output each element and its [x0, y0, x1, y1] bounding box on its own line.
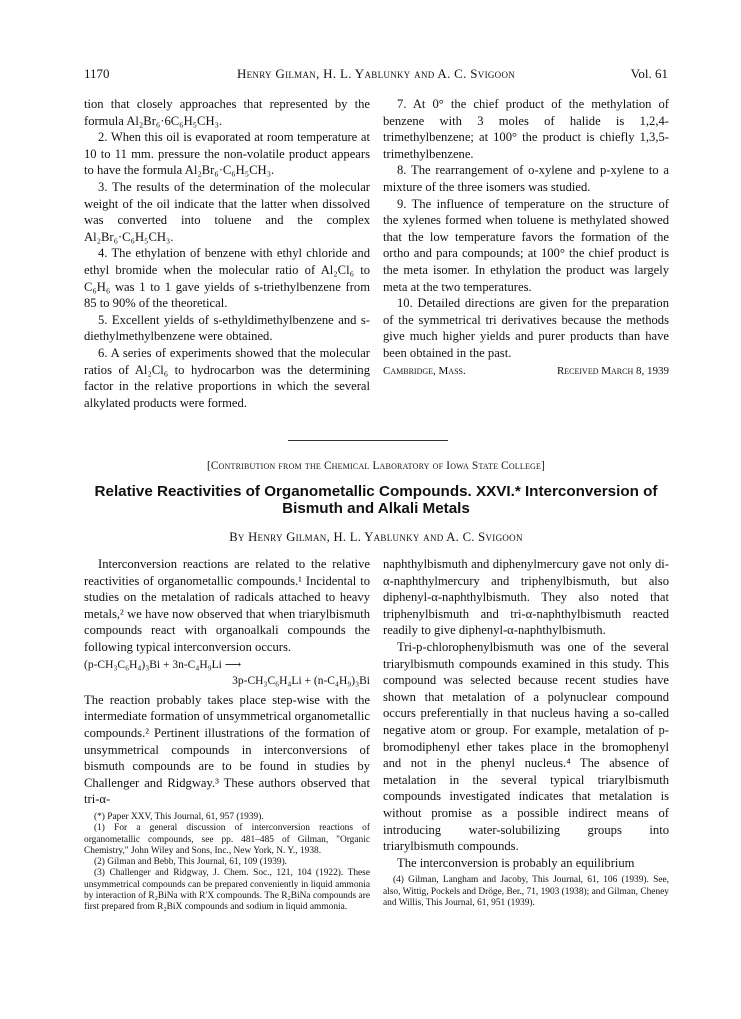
dateline: [383, 363, 669, 380]
place-label: Cambridge, Mass.: [383, 364, 466, 377]
page-number: 1170: [84, 66, 110, 81]
summary-paragraph: 10. Detailed directions are given for the preparation of the symmetrical tri derivatives because the methods give much higher yields and purer products than have been obtained in the past.: [383, 296, 669, 360]
summary-paragraph: 2. When this oil is evaporated at room temperature at 10 to 11 mm. pressure the non-volatile product appears to have the formula Al₂Br₆·C₆H₅CH₃.: [84, 130, 370, 178]
summary-paragraph: 9. The influence of temperature on the structure of the xylenes formed when toluene is methylated showed that the low temperature favors the formation of the ortho and para compounds; at 100° the chief product is the meta isomer. In ethylation the product was largely meta at the two temperatures.: [383, 196, 669, 294]
footnote: (4) Gilman, Langham and Jacoby, This Journal, 61, 106 (1939). See, also, Wittig, Pockels and Dröge, Ber., 71, 1903 (1938); and Gilman, Cheney and Willis, This Journal, 61, 951 (1939).: [383, 875, 669, 908]
article-title: Relative Reactivities of Organometallic Compounds. XXVI.* Interconversion of Bismuth and Alkali Metals: [94, 483, 658, 517]
footnote: (1) For a general discussion of interconversion reactions of organometallic compounds, see pp. 481–485 of Gilman, "Organic Chemistry," John Wiley and Sons, Inc., New York, N. Y., 1938.: [84, 823, 370, 856]
summary-left-column: [84, 96, 370, 411]
contribution-line: [Contribution from the Chemical Laboratory of Iowa State College]: [206, 460, 546, 472]
summary-paragraph: 6. A series of experiments showed that the molecular ratios of Al₂Cl₆ to hydrocarbon was the determining factor in the relative proportions in which the several alkylated products were formed.: [84, 345, 370, 410]
equation-line-2: 3p-CH₃C₆H₄Li + (n-C₄H₉)₃Bi: [232, 675, 370, 688]
summary-paragraph: 7. At 0° the chief product of the methylation of benzene with 3 moles of halide is 1,2,4-trimethylbenzene; at 100° the product is chiefly 1,3,5-trimethylbenzene.: [383, 97, 669, 161]
author-byline: By Henry Gilman, H. L. Yablunky and A. C. Svigoon: [229, 530, 523, 544]
footnotes-right: [383, 875, 669, 909]
body-right-column: [383, 556, 669, 909]
body-paragraph: Tri-p-chlorophenylbismuth was one of the several triarylbismuth compounds examined in this study. This compound was selected because recent studies have shown that metalation of a polynuclear compound occurs preferentially in that nucleus having a so-called negative atom or group. For example, metalation of p-bromodiphenyl ether takes place in the bromophenyl and not in the phenyl nucleus.⁴ The absence of metalation in the several typical triarylbismuth compounds investigated indicates that metalation is without promise as a possible indirect means of introducing water-solubilizing groups into triarylbismuth compounds.: [383, 639, 669, 854]
body-paragraph: Interconversion reactions are related to the relative reactivities of organometallic compounds.¹ Incidental to studies on the metalation of radicals attached to heavy metals,² we have now observed that when triarylbismuth compounds react with organoalkali compounds the following typical interconversion occurs.: [84, 557, 370, 654]
body-paragraph: naphthylbismuth and diphenylmercury gave not only di-α-naphthylmercury and triphenylbismuth, but also diphenyl-α-naphthylbismuth. They also noted that triphenylbismuth and tri-α-naphthylbismuth reacted readily to give diphenyl-α-naphthylbismuth.: [383, 557, 669, 638]
footnote: (*) Paper XXV, This Journal, 61, 957 (1939).: [94, 811, 264, 822]
running-header: [84, 66, 668, 84]
footnote: (3) Challenger and Ridgway, J. Chem. Soc., 121, 104 (1922). These unsymmetrical compounds can be prepared conveniently in liquid ammonia by interaction of R₂BiNa with R′X compounds. The R₂BiNa compounds are first prepared from R₂BiX compounds and sodium in liquid ammonia.: [84, 868, 370, 913]
body-left-column: [84, 556, 370, 914]
summary-paragraph: tion that closely approaches that represented by the formula Al₂Br₆·6C₆H₅CH₃.: [84, 97, 370, 128]
footnote: (2) Gilman and Bebb, This Journal, 61, 109 (1939).: [94, 857, 288, 868]
body-paragraph: The reaction probably takes place step-wise with the intermediate formation of unsymmetrical organometallic compounds.² Pertinent illustrations of the formation of unsymmetrical compounds in interconversions of bismuth compounds are to be found in studies by Challenger and Ridgway.³ These authors observed that tri-α-: [84, 692, 370, 807]
summary-right-column: [383, 96, 669, 379]
section-divider: [288, 440, 448, 441]
summary-paragraph: 4. The ethylation of benzene with ethyl chloride and ethyl bromide when the molecular ratio of Al₂Cl₆ to C₆H₆ was 1 to 1 gave yields of s-triethylbenzene from 85 to 90% of the theoretical.: [84, 246, 370, 311]
equation-line-1: (p-CH₃C₆H₄)₃Bi + 3n-C₄H₉Li ⟶: [84, 658, 242, 671]
footnotes-left: [84, 812, 370, 914]
received-date: Received March 8, 1939: [556, 364, 669, 377]
summary-paragraph: 3. The results of the determination of the molecular weight of the oil indicate that the latter when dissolved was converted into toluene and the complex Al₂Br₆·C₆H₅CH₃.: [84, 179, 370, 244]
summary-paragraph: 8. The rearrangement of o-xylene and p-xylene to a mixture of the three isomers was studied.: [383, 163, 669, 194]
running-title: Henry Gilman, H. L. Yablunky and A. C. Svigoon: [236, 66, 516, 81]
volume-label: Vol. 61: [630, 66, 668, 81]
body-paragraph: The interconversion is probably an equilibrium: [397, 855, 635, 870]
summary-paragraph: 5. Excellent yields of s-ethyldimethylbenzene and s-diethylmethylbenzene were obtained.: [84, 312, 370, 344]
